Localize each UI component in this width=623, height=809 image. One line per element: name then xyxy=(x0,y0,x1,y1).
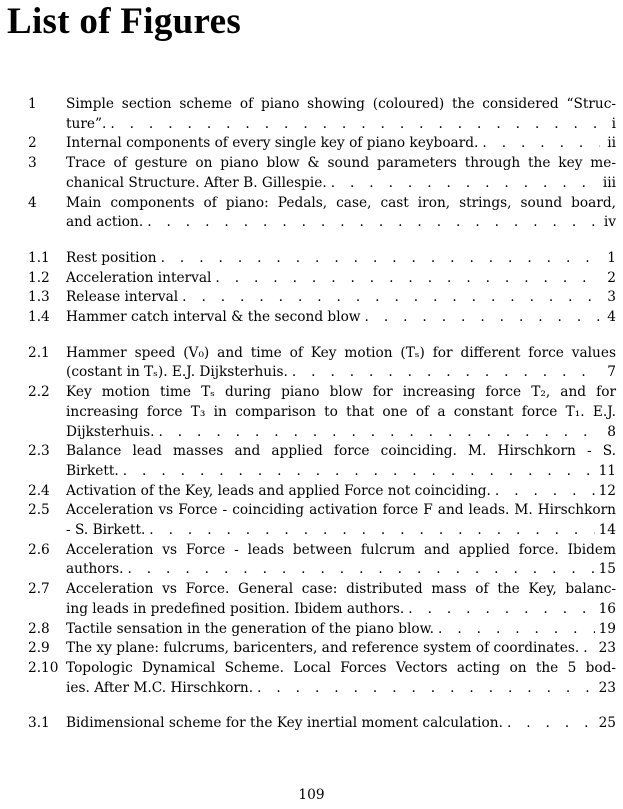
figure-page-number: 16 xyxy=(598,600,616,617)
figure-entry[interactable] xyxy=(28,249,616,269)
figure-page-number: i xyxy=(611,115,616,132)
list-of-figures xyxy=(28,95,616,750)
figure-entry[interactable] xyxy=(28,501,616,540)
figure-caption-line: Tactile sensation in the generation of the piano blow. xyxy=(66,620,435,637)
dot-leader xyxy=(579,639,594,659)
figure-caption-line: - S. Birkett. xyxy=(66,522,146,539)
figure-number: 3 xyxy=(28,155,37,172)
dot-leader xyxy=(478,134,600,154)
dot-leader xyxy=(106,115,600,135)
dot-leader xyxy=(157,249,600,269)
dot-leader xyxy=(503,714,595,734)
figure-caption-line: Acceleration interval xyxy=(66,269,212,286)
figure-number: 2.2 xyxy=(28,384,50,401)
figure-entry[interactable] xyxy=(28,194,616,233)
figure-entry[interactable] xyxy=(28,308,616,328)
figure-caption-line: Balance lead masses and applied force coinciding. M. Hirschkorn - S. xyxy=(66,443,616,460)
dot-leader xyxy=(145,521,594,541)
figure-group xyxy=(28,714,616,734)
figure-entry[interactable] xyxy=(28,482,616,502)
figure-entry[interactable] xyxy=(28,344,616,383)
figure-caption-line: Bidimensional scheme for the Key inertial moment calculation. xyxy=(66,715,503,732)
figure-caption-line: Release interval xyxy=(66,289,179,306)
figure-caption-line: Internal components of every single key of piano keyboard. xyxy=(66,135,479,152)
figure-entry[interactable] xyxy=(28,580,616,619)
page-number: 109 xyxy=(298,787,325,803)
figure-number: 1.2 xyxy=(28,269,50,286)
figure-page-number: 19 xyxy=(598,620,616,637)
figure-page-number: 25 xyxy=(598,715,616,732)
figure-caption-line: authors. xyxy=(66,561,124,578)
figure-number: 2.5 xyxy=(28,502,50,519)
figure-page-number: 15 xyxy=(598,561,616,578)
figure-caption-line: Main components of piano: Pedals, case, cast iron, strings, sound board, xyxy=(66,194,616,211)
figure-number: 2.3 xyxy=(28,443,50,460)
figure-page-number: ii xyxy=(607,135,616,152)
figure-caption-line: Trace of gesture on piano blow & sound parameters through the key me- xyxy=(66,155,616,172)
dot-leader xyxy=(288,363,600,383)
figure-number: 2.8 xyxy=(28,620,50,637)
page-title: List of Figures xyxy=(7,1,242,42)
figure-number: 2.4 xyxy=(28,482,50,499)
figure-entry[interactable] xyxy=(28,134,616,154)
figure-page-number: 3 xyxy=(607,289,616,306)
figure-caption-line: and action. xyxy=(66,214,144,231)
dot-leader xyxy=(253,679,595,699)
figure-caption-line: Activation of the Key, leads and applied Force not coinciding. xyxy=(66,482,491,499)
figure-caption-line: Acceleration vs Force - coinciding activation force F and leads. M. Hirschkorn xyxy=(66,502,616,519)
figure-caption-line: Topologic Dynamical Scheme. Local Forces Vectors acting on the 5 bod- xyxy=(66,659,616,676)
figure-entry[interactable] xyxy=(28,383,616,442)
figure-caption-line: Hammer catch interval & the second blow xyxy=(66,309,361,326)
figure-page-number: 1 xyxy=(607,249,616,266)
figure-caption-line: chanical Structure. After B. Gillespie. xyxy=(66,174,327,191)
figure-caption-line: Rest position xyxy=(66,249,157,266)
figure-number: 2.6 xyxy=(28,541,50,558)
figure-number: 3.1 xyxy=(28,715,50,732)
figure-caption-line: Acceleration vs Force. General case: distributed mass of the Key, balanc- xyxy=(66,581,616,598)
figure-entry[interactable] xyxy=(28,639,616,659)
figure-entry[interactable] xyxy=(28,288,616,308)
figure-caption-line: ture”. xyxy=(66,115,107,132)
figure-caption-line: Dijksterhuis. xyxy=(66,423,155,440)
figure-caption-line: increasing force T₃ in comparison to that one of a constant force T₁. E.J. xyxy=(66,403,616,420)
figure-caption-line: ies. After M.C. Hirschkorn. xyxy=(66,679,254,696)
dot-leader xyxy=(361,308,600,328)
figure-number: 1.4 xyxy=(28,309,50,326)
figure-caption-line: (costant in Tₛ). E.J. Dijksterhuis. xyxy=(66,364,288,381)
figure-entry[interactable] xyxy=(28,620,616,640)
figure-entry[interactable] xyxy=(28,541,616,580)
figure-entry[interactable] xyxy=(28,714,616,734)
dot-leader xyxy=(123,560,594,580)
figure-caption-line: Acceleration vs Force - leads between fulcrum and applied force. Ibidem xyxy=(66,541,616,558)
figure-caption-line: Birkett. xyxy=(66,462,119,479)
figure-number: 2.1 xyxy=(28,344,50,361)
figure-caption-line: Simple section scheme of piano showing (coloured) the considered “Struc- xyxy=(66,96,616,112)
figure-entry[interactable] xyxy=(28,269,616,289)
figure-number: 2.9 xyxy=(28,640,50,657)
figure-entry[interactable] xyxy=(28,154,616,193)
dot-leader xyxy=(211,269,600,289)
figure-number: 2.7 xyxy=(28,581,50,598)
figure-number: 1.3 xyxy=(28,289,50,306)
figure-page-number: 8 xyxy=(607,423,616,440)
dot-leader xyxy=(434,620,595,640)
figure-page-number: iii xyxy=(602,174,616,191)
dot-leader xyxy=(119,462,595,482)
figure-group xyxy=(28,344,616,699)
figure-number: 4 xyxy=(28,194,37,211)
dot-leader xyxy=(327,174,599,194)
dot-leader xyxy=(154,423,600,443)
figure-caption-line: Key motion time Tₛ during piano blow for increasing force T₂, and for xyxy=(66,384,616,401)
figure-entry[interactable] xyxy=(28,95,616,134)
figure-caption-line: ing leads in predefined position. Ibidem authors. xyxy=(66,600,405,617)
dot-leader xyxy=(491,482,595,502)
figure-page-number: iv xyxy=(603,214,616,231)
figure-page-number: 7 xyxy=(607,364,616,381)
figure-caption-line: The xy plane: fulcrums, baricenters, and reference system of coordinates. xyxy=(66,640,580,657)
figure-number: 2 xyxy=(28,135,37,152)
figure-entry[interactable] xyxy=(28,659,616,698)
figure-caption-line: Hammer speed (V₀) and time of Key motion (Tₛ) for different force values xyxy=(66,344,616,361)
figure-number: 2.10 xyxy=(28,659,59,676)
figure-page-number: 23 xyxy=(598,640,616,657)
figure-entry[interactable] xyxy=(28,442,616,481)
figure-page-number: 2 xyxy=(607,269,616,286)
figure-page-number: 4 xyxy=(607,309,616,326)
figure-group xyxy=(28,95,616,233)
figure-page-number: 14 xyxy=(598,522,616,539)
figure-page-number: 12 xyxy=(598,482,616,499)
figure-group xyxy=(28,249,616,328)
figure-number: 1.1 xyxy=(28,249,50,266)
figure-page-number: 11 xyxy=(598,462,616,479)
figure-number: 1 xyxy=(28,96,37,112)
dot-leader xyxy=(143,213,600,233)
dot-leader xyxy=(178,288,600,308)
dot-leader xyxy=(404,600,594,620)
figure-page-number: 23 xyxy=(598,679,616,696)
